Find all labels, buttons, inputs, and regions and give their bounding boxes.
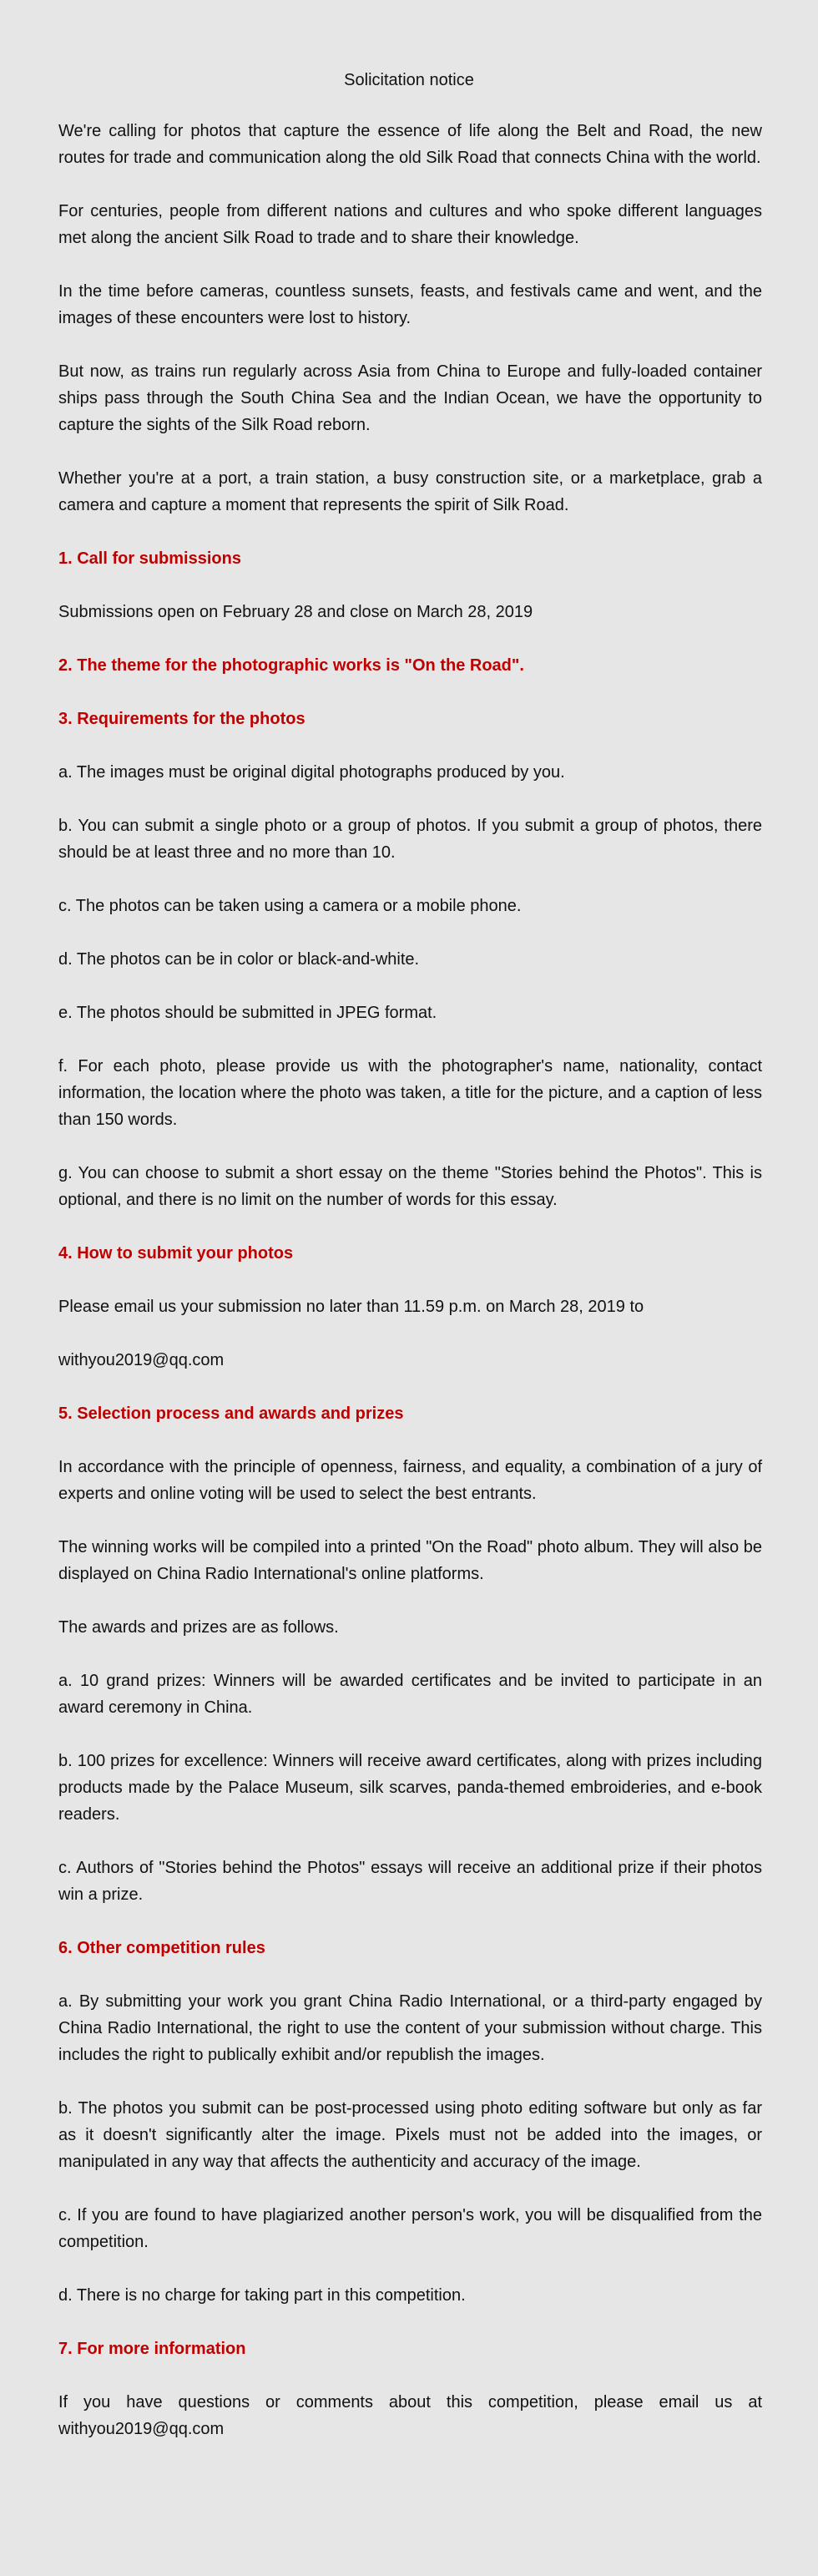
prize-item: c. Authors of "Stories behind the Photos" essays will receive an additional prize if their photos win a prize.	[58, 1859, 762, 1904]
requirement-item: c. The photos can be taken using a camera or a mobile phone.	[58, 897, 522, 915]
selection-paragraph: The winning works will be compiled into a printed "On the Road" photo album. They will also be displayed on China Radio International's online platforms.	[58, 1538, 762, 1583]
submission-dates: Submissions open on February 28 and close on March 28, 2019	[58, 603, 533, 621]
section-heading-call: 1. Call for submissions	[58, 549, 241, 568]
prize-item: b. 100 prizes for excellence: Winners will receive award certificates, along with prizes including products made by the Palace Museum, silk scarves, panda-themed embroideries, and e-book readers.	[58, 1752, 762, 1824]
intro-paragraph: For centuries, people from different nations and cultures and who spoke different languages met along the ancient Silk Road to trade and to share their knowledge.	[58, 202, 762, 247]
section-heading-rules: 6. Other competition rules	[58, 1939, 265, 1957]
rule-item: d. There is no charge for taking part in this competition.	[58, 2286, 466, 2305]
intro-paragraph: In the time before cameras, countless sunsets, feasts, and festivals came and went, and the images of these encounters were lost to history.	[58, 282, 762, 327]
requirement-item: a. The images must be original digital photographs produced by you.	[58, 763, 565, 782]
section-heading-requirements: 3. Requirements for the photos	[58, 710, 305, 728]
section-heading-info: 7. For more information	[58, 2340, 246, 2358]
intro-paragraph: Whether you're at a port, a train station, a busy construction site, or a marketplace, grab a camera and capture a moment that represents the spirit of Silk Road.	[58, 469, 762, 514]
contact-paragraph: If you have questions or comments about this competition, please email us at withyou2019@qq.com	[58, 2393, 762, 2438]
requirement-item: f. For each photo, please provide us with the photographer's name, nationality, contact information, the location where the photo was taken, a title for the picture, and a caption of less than 150 words.	[58, 1057, 762, 1129]
submit-instructions: Please email us your submission no later than 11.59 p.m. on March 28, 2019 to	[58, 1298, 644, 1316]
requirement-item: b. You can submit a single photo or a group of photos. If you submit a group of photos, there should be at least three and no more than 10.	[58, 817, 762, 862]
section-heading-selection: 5. Selection process and awards and prizes	[58, 1404, 404, 1423]
notice-title: Solicitation notice	[344, 71, 474, 89]
rule-item: b. The photos you submit can be post-processed using photo editing software but only as far as it doesn't significantly alter the image. Pixels must not be added into the images, or manipulated in any way that affects the authenticity and accuracy of the image.	[58, 2099, 762, 2171]
intro-paragraph: We're calling for photos that capture the essence of life along the Belt and Road, the new routes for trade and communication along the old Silk Road that connects China with the world.	[58, 122, 762, 167]
requirement-item: e. The photos should be submitted in JPEG format.	[58, 1004, 437, 1022]
rule-item: c. If you are found to have plagiarized another person's work, you will be disqualified from the competition.	[58, 2206, 762, 2251]
section-heading-submit: 4. How to submit your photos	[58, 1244, 294, 1263]
rule-item: a. By submitting your work you grant China Radio International, or a third-party engaged by China Radio International, the right to use the content of your submission without charge. This includes the right to publically exhibit and/or republish the images.	[58, 1992, 762, 2064]
requirement-item: g. You can choose to submit a short essay on the theme "Stories behind the Photos". This is optional, and there is no limit on the number of words for this essay.	[58, 1164, 762, 1209]
submit-email: withyou2019@qq.com	[58, 1351, 225, 1369]
prize-item: a. 10 grand prizes: Winners will be awarded certificates and be invited to participate in an award ceremony in China.	[58, 1672, 762, 1717]
section-heading-theme: 2. The theme for the photographic works is "On the Road".	[58, 656, 524, 675]
selection-paragraph: The awards and prizes are as follows.	[58, 1618, 339, 1637]
selection-paragraph: In accordance with the principle of openness, fairness, and equality, a combination of a jury of experts and online voting will be used to select the best entrants.	[58, 1458, 762, 1503]
notice-body	[58, 118, 762, 2469]
requirement-item: d. The photos can be in color or black-and-white.	[58, 950, 420, 969]
intro-paragraph: But now, as trains run regularly across Asia from China to Europe and fully-loaded container ships pass through the South China Sea and the Indian Ocean, we have the opportunity to capture the sights of the Silk Road reborn.	[58, 362, 762, 434]
